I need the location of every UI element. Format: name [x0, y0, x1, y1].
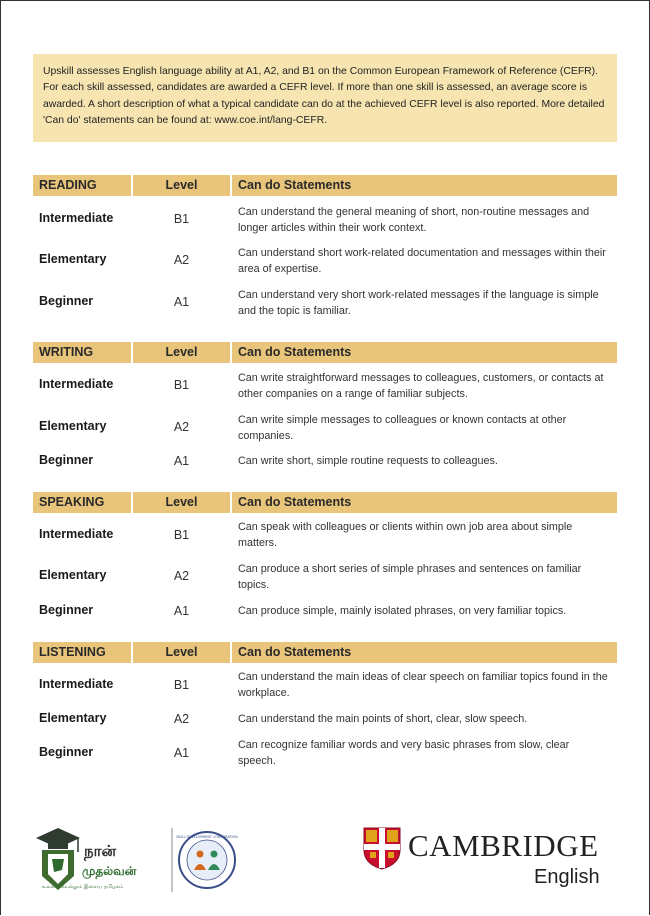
level-header: Level: [165, 345, 198, 359]
row-level: B1: [173, 212, 190, 226]
row-level: B1: [173, 378, 190, 392]
section-header: [33, 175, 617, 196]
statements-header: Can do Statements: [238, 178, 352, 192]
graduation-cap-icon: [36, 828, 80, 852]
cambridge-crest-icon: [362, 826, 402, 870]
emblem-text: SKILL DEVELOPMENT CORPORATION: [176, 835, 238, 839]
row-desc: Can speak with colleagues or clients within own job area about simple matters.: [238, 521, 573, 549]
row-skill: Beginner: [39, 745, 94, 759]
row-level: A1: [173, 295, 190, 309]
section-listening: [33, 642, 617, 767]
section-header: [33, 642, 617, 663]
logo-line2: முதல்வன்: [82, 864, 137, 878]
statements-header: Can do Statements: [238, 645, 352, 659]
section-speaking: [33, 492, 617, 618]
row-level: B1: [173, 528, 190, 542]
row-level: A2: [173, 253, 190, 267]
row-skill: Beginner: [39, 453, 94, 467]
row-skill: Beginner: [39, 603, 94, 617]
skill-name: WRITING: [39, 345, 94, 359]
row-skill: Elementary: [39, 252, 107, 266]
row-desc: Can write short, simple routine requests to colleagues.: [238, 455, 498, 467]
row-desc: Can recognize familiar words and very basic phrases from slow, clear speech.: [238, 739, 570, 767]
section-header: [33, 492, 617, 513]
skill-name: LISTENING: [39, 645, 106, 659]
row-desc: Can understand very short work-related messages if the language is simple and the topic is familiar.: [238, 289, 599, 317]
row-level: A2: [173, 420, 190, 434]
row-level: A1: [173, 454, 190, 468]
naan-mudhalvan-logo: [36, 826, 246, 896]
skill-name: SPEAKING: [39, 495, 105, 509]
row-level: A2: [173, 569, 190, 583]
row-desc: Can write simple messages to colleagues or known contacts at other companies.: [238, 414, 567, 442]
row-skill: Beginner: [39, 294, 94, 308]
row-desc: Can understand the general meaning of short, non-routine messages and longer articles within their work context.: [238, 206, 590, 234]
row-skill: Intermediate: [39, 377, 114, 391]
row-level: B1: [173, 678, 190, 692]
statements-header: Can do Statements: [238, 345, 352, 359]
row-desc: Can produce a short series of simple phrases and sentences on familiar topics.: [238, 563, 582, 591]
row-skill: Intermediate: [39, 527, 114, 541]
row-skill: Elementary: [39, 568, 107, 582]
intro-text: Upskill assesses English language ability at A1, A2, and B1 on the Common European Framework of Reference (CEFR). For each skill assessed, candidates are awarded a CEFR level. If more than one skill is assessed, an average score is awarded. A short description of what a typical candidate can do at the achieved CEFR level is also reported. More detailed 'Can do' statements can be found at: www.coe.int/lang-CEFR.: [43, 66, 605, 127]
row-desc: Can write straightforward messages to colleagues, customers, or contacts at other companies on a range of familiar subjects.: [238, 372, 604, 400]
skill-name: READING: [39, 178, 97, 192]
level-header: Level: [165, 495, 198, 509]
logo-tagline: உலகை வெல்லும் இளைய தமிழகம்: [42, 884, 124, 890]
level-header: Level: [165, 645, 198, 659]
row-skill: Intermediate: [39, 677, 114, 691]
skill-emblem-icon: [176, 832, 238, 888]
row-level: A2: [173, 712, 190, 726]
cambridge-wordmark: CAMBRIDGE: [408, 828, 599, 863]
statements-header: Can do Statements: [238, 495, 352, 509]
section-writing: [33, 342, 617, 468]
row-skill: Elementary: [39, 419, 107, 433]
row-desc: Can understand short work-related documentation and messages within their area of expertise.: [238, 247, 606, 275]
intro-box: [33, 54, 617, 142]
row-level: A1: [173, 604, 190, 618]
logo-line1: நான்: [84, 842, 117, 860]
row-desc: Can produce simple, mainly isolated phrases, on very familiar topics.: [238, 605, 567, 617]
level-header: Level: [165, 178, 198, 192]
row-level: A1: [173, 746, 190, 760]
row-skill: Intermediate: [39, 211, 114, 225]
row-desc: Can understand the main points of short, clear, slow speech.: [238, 713, 528, 725]
row-skill: Elementary: [39, 711, 107, 725]
section-header: [33, 342, 617, 363]
cambridge-english-logo: [362, 826, 612, 892]
row-desc: Can understand the main ideas of clear speech on familiar topics found in the workplace.: [238, 671, 608, 699]
cambridge-english-sub: English: [534, 866, 600, 888]
section-reading: [33, 175, 617, 317]
